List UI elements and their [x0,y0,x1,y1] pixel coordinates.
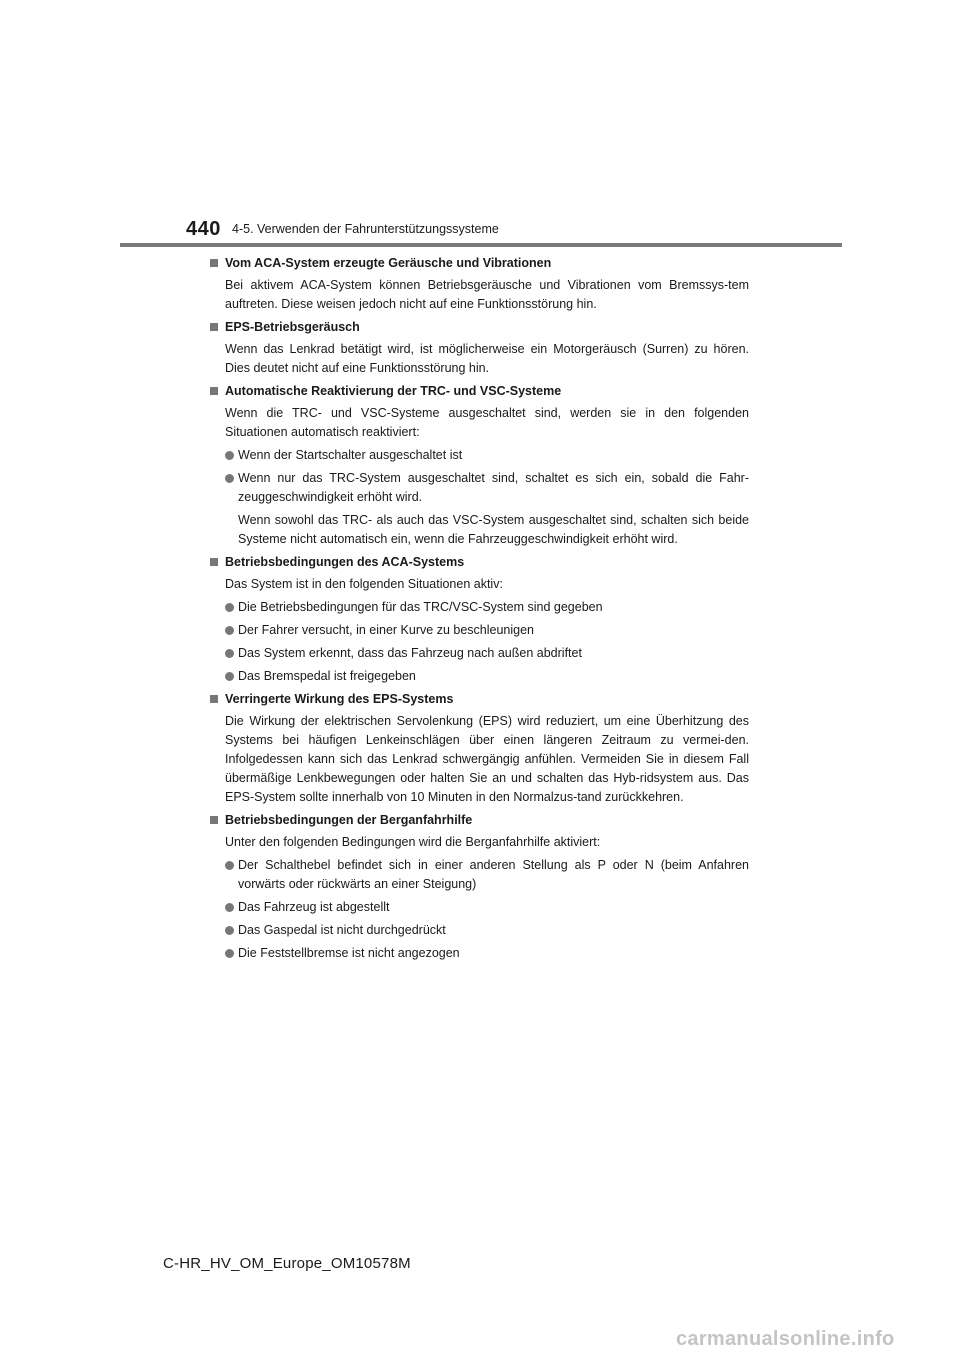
header-divider [120,243,842,247]
page-number: 440 [186,218,221,240]
list-item [225,898,749,917]
list-item-text: Das System erkennt, dass das Fahrzeug nach außen abdriftet [238,646,582,660]
round-bullet-icon [225,903,234,912]
section-heading [209,254,749,273]
square-bullet-icon [210,558,218,566]
list-item [225,598,749,617]
section-heading-text: EPS-Betriebsgeräusch [225,320,360,334]
section-body: Das System ist in den folgenden Situationen aktiv: [225,577,503,591]
list-item-text: Die Feststellbremse ist nicht angezogen [238,946,460,960]
section-heading [209,382,749,401]
list-item [225,446,749,465]
round-bullet-icon [225,603,234,612]
square-bullet-icon [210,259,218,267]
list-item-text: Das Fahrzeug ist abgestellt [238,900,390,914]
page-content [209,254,749,967]
list-item [225,621,749,640]
list-item [225,469,749,507]
section-heading-text: Vom ACA-System erzeugte Geräusche und Vibrationen [225,256,552,270]
list-item-text: Die Betriebsbedingungen für das TRC/VSC-System sind gegeben [238,600,603,614]
section-heading [209,318,749,337]
round-bullet-icon [225,861,234,870]
list-item [225,667,749,686]
section-heading [209,811,749,830]
section-body: Die Wirkung der elektrischen Servolenkung (EPS) wird reduziert, um eine Überhitzung des Systems bei häufigen Lenkeinschlägen über einen längeren Zeitraum zu vermei-den. Infolgedessen kann sich das Lenkrad schwergängig anfühlen. Vermeiden Sie in diesem Fall übermäßige Lenkbewegungen oder halten Sie an und schalten das Hyb-ridsystem aus. Das EPS-System sollte innerhalb von 10 Minuten in den Normalzus-tand zurückkehren. [225,714,749,804]
list-item-note: Wenn sowohl das TRC- als auch das VSC-System ausgeschaltet sind, schalten sich beide Systeme nicht automatisch ein, wenn die Fahrzeuggeschwindigkeit erhöht wird. [238,513,749,546]
section-body: Wenn das Lenkrad betätigt wird, ist möglicherweise ein Motorgeräusch (Surren) zu hören. Dies deutet nicht auf eine Funktionsstörung hin. [225,342,749,375]
section-aca-noise [209,254,749,314]
round-bullet-icon [225,949,234,958]
list-item-text: Der Schalthebel befindet sich in einer anderen Stellung als P oder N (beim Anfahren vorwärts oder rückwärts an einer Steigung) [238,858,749,891]
section-heading-text: Betriebsbedingungen des ACA-Systems [225,555,465,569]
section-eps-reduced [209,690,749,807]
document-code: C-HR_HV_OM_Europe_OM10578M [163,1255,411,1272]
section-trc-vsc-reactivation [209,382,749,549]
list-item [225,856,749,894]
round-bullet-icon [225,672,234,681]
round-bullet-icon [225,926,234,935]
section-eps-noise [209,318,749,378]
round-bullet-icon [225,626,234,635]
section-body: Unter den folgenden Bedingungen wird die Berganfahrhilfe aktiviert: [225,835,601,849]
section-heading-text: Betriebsbedingungen der Berganfahrhilfe [225,813,473,827]
watermark: carmanualsonline.info [676,1328,895,1350]
list-item-text: Der Fahrer versucht, in einer Kurve zu beschleunigen [238,623,534,637]
round-bullet-icon [225,451,234,460]
list-item-text: Das Bremspedal ist freigegeben [238,669,416,683]
section-heading-text: Automatische Reaktivierung der TRC- und VSC-Systeme [225,384,562,398]
list-item-text: Wenn nur das TRC-System ausgeschaltet sind, schaltet es sich ein, sobald die Fahr-zeuggeschwindigkeit erhöht wird. [238,471,749,504]
square-bullet-icon [210,695,218,703]
square-bullet-icon [210,323,218,331]
list-item [225,921,749,940]
section-title: 4-5. Verwenden der Fahrunterstützungssysteme [232,222,499,236]
section-heading [209,690,749,709]
list-item-text: Wenn der Startschalter ausgeschaltet ist [238,448,463,462]
section-heading [209,553,749,572]
section-heading-text: Verringerte Wirkung des EPS-Systems [225,692,454,706]
section-hill-start-assist [209,811,749,963]
section-body: Wenn die TRC- und VSC-Systeme ausgeschaltet sind, werden sie in den folgenden Situationen automatisch reaktiviert: [225,406,749,439]
list-item [225,644,749,663]
list-item [225,944,749,963]
list-item-text: Das Gaspedal ist nicht durchgedrückt [238,923,446,937]
square-bullet-icon [210,816,218,824]
section-aca-conditions [209,553,749,686]
square-bullet-icon [210,387,218,395]
round-bullet-icon [225,649,234,658]
section-body: Bei aktivem ACA-System können Betriebsgeräusche und Vibrationen vom Bremssys-tem auftreten. Diese weisen jedoch nicht auf eine Funktionsstörung hin. [225,278,749,311]
round-bullet-icon [225,474,234,483]
